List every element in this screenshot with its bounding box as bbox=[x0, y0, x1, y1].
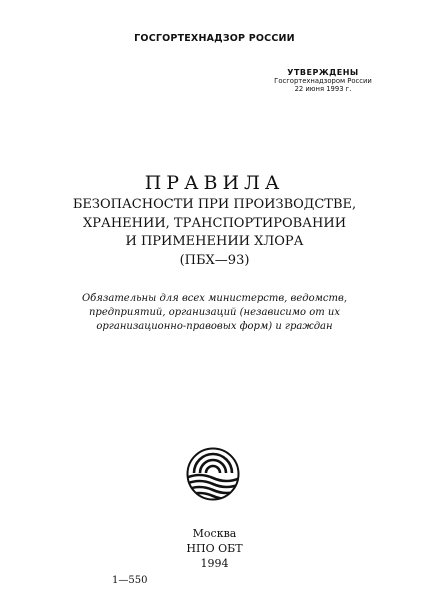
document-code: (ПБХ—93) bbox=[179, 252, 250, 268]
publisher-name: НПО ОБТ bbox=[186, 542, 243, 555]
approval-authority: Госгортехнадзором России bbox=[274, 77, 372, 85]
publisher-emblem-icon bbox=[186, 447, 240, 501]
subtitle-line: ХРАНЕНИИ, ТРАНСПОРТИРОВАНИИ bbox=[82, 215, 347, 231]
document-subtitle bbox=[0, 196, 429, 270]
publisher-city: Москва bbox=[192, 527, 237, 540]
publication-year: 1994 bbox=[200, 557, 229, 570]
approval-date: 22 июня 1993 г. bbox=[294, 85, 352, 93]
publisher-imprint bbox=[0, 526, 429, 571]
approval-block bbox=[270, 68, 376, 93]
scope-line: Обязательны для всех министерств, ведомств, bbox=[81, 293, 347, 304]
document-title: ПРАВИЛА bbox=[144, 172, 285, 194]
scope-statement bbox=[0, 292, 429, 334]
subtitle-line: И ПРИМЕНЕНИИ ХЛОРА bbox=[125, 234, 304, 249]
agency-header: ГОСГОРТЕХНАДЗОР РОССИИ bbox=[134, 33, 295, 44]
scope-line: организационно-правовых форм) и граждан bbox=[96, 321, 333, 332]
scope-line: предприятий, организаций (независимо от их bbox=[88, 307, 340, 318]
subtitle-line: БЕЗОПАСНОСТИ ПРИ ПРОИЗВОДСТВЕ, bbox=[72, 197, 357, 212]
approval-heading: УТВЕРЖДЕНЫ bbox=[287, 68, 359, 77]
print-code: 1—550 bbox=[112, 575, 148, 586]
